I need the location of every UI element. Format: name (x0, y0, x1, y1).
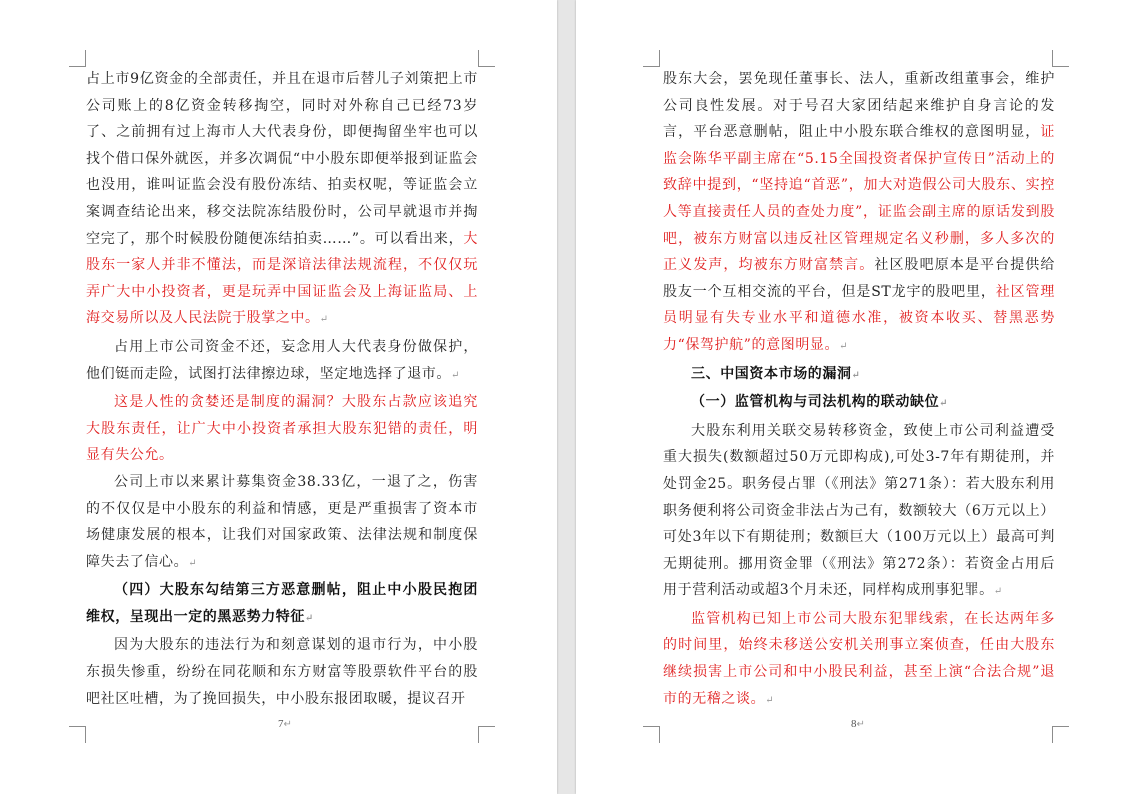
paragraph (86, 469, 478, 577)
paragraph (663, 418, 1055, 606)
crop-mark-bottom-right (1052, 726, 1069, 743)
highlighted-text: 社区管理员明显有失专业水平和道德水准，被资本收买、替黑恶势力“保驾护航”的意图明显。 (663, 283, 1055, 353)
paragraph-text: 社区股吧原本是平台提供给股友一个互相交流的平台，但是ST龙宇的股吧里， (663, 257, 1055, 300)
paragraph-mark-icon: ↵ (839, 340, 849, 352)
paragraph-mark-icon: ↵ (305, 612, 314, 624)
highlighted-text: 证监会陈华平副主席在“5.15全国投资者保护宣传日”活动上的致辞中提到，“坚持追“首恶”，加大对造假公司大股东、实控人等直接责任人员的查处力度”，证监会副主席的原话发到股吧，被东方财富以违反社区管理规定名义秒删，多人多次的正义发声，均被东方财富禁言。 (663, 124, 1055, 274)
paragraph-mark-icon: ↵ (851, 369, 861, 381)
paragraph-mark-icon: ↵ (188, 557, 198, 569)
crop-mark-bottom-right (478, 726, 495, 743)
crop-mark-top-right (478, 50, 495, 67)
highlighted-text: 监管机构已知上市公司大股东犯罪线索，在长达两年多的时间里，始终未移送公安机关刑事立案侦查，任由大股东继续损害上市公司和中小股民利益，甚至上演“合法合规”退市的无稽之谈。 (663, 610, 1055, 707)
document-page-7 (0, 0, 557, 794)
crop-mark-top-right (1052, 50, 1069, 67)
paragraph-mark-icon: ↵ (319, 314, 329, 326)
highlighted-text: 这是人性的贪婪还是制度的漏洞？大股东占款应该追究大股东责任，让广大中小投资者承担大股东犯错的责任，明显有失公允。 (86, 394, 478, 464)
paragraph-mark-icon: ↵ (993, 586, 1003, 598)
crop-mark-bottom-left (69, 726, 86, 743)
crop-mark-bottom-left (643, 726, 660, 743)
page-number: 8↵ (851, 718, 865, 730)
paragraph-text: 因为大股东的违法行为和刻意谋划的退市行为，中小股东损失惨重，纷纷在同花顺和东方财富等股票软件平台的股吧社区吐槽，为了挽回损失，中小股东报团取暖，提议召开 (86, 637, 478, 707)
paragraph-mark-icon: ↵ (939, 398, 949, 410)
page-number: 7↵ (278, 718, 292, 730)
paragraph (663, 606, 1055, 714)
paragraph (86, 334, 478, 389)
paragraph-text: 占上市9亿资金的全部责任，并且在退市后替儿子刘策把上市公司账上的8亿资金转移掏空，同时对外称自己已经73岁了、之前拥有过上海市人大代表身份，即便掏留坐牢也可以找个借口保外就医，并多次调侃“中小股东即便举报到证监会也没用，谁叫证监会没有股份冻结、拍卖权呢，等证监会立案调查结论出来，移交法院冻结股份时，公司早就退市并掏空完了，那个时候股份随便冻结拍卖……”。可以看出来， (86, 71, 478, 247)
section-heading (663, 361, 1055, 390)
page-8-body[interactable] (663, 66, 1055, 714)
paragraph-mark-icon: ↵ (765, 694, 775, 706)
heading-text: 三、中国资本市场的漏洞 (691, 365, 852, 382)
paragraph (663, 66, 1055, 361)
section-heading (663, 389, 1055, 418)
paragraph-mark-icon: ↵ (451, 369, 460, 381)
paragraph (86, 389, 478, 469)
paragraph-text: 大股东利用关联交易转移资金，致使上市公司利益遭受重大损失(数额超过50万元即构成),可处3-7年有期徒刑，并处罚金25。职务侵占罪（《刑法》第271条）：若大股东利用职务便利将公司资金非法占为己有，数额较大（6万元以上）可处3年以下有期徒刑；数额巨大（100万元以上）最高可判无期徒刑。挪用资金罪（《刑法》第272条）：若资金占用后用于营利活动或超3个月未还，同样构成刑事犯罪。 (663, 422, 1055, 599)
paragraph-text: 占用上市公司资金不还，妄念用人大代表身份做保护，他们铤而走险，试图打法律擦边球，坚定地选择了退市。 (86, 338, 478, 382)
paragraph-text: 公司上市以来累计募集资金38.33亿，一退了之，伤害的不仅仅是中小股东的利益和情感，更是严重损害了资本市场健康发展的根本，让我们对国家政策、法律法规和制度保障失去了信心。 (86, 473, 478, 570)
crop-mark-top-left (69, 50, 86, 67)
paragraph (86, 632, 478, 712)
heading-text: （四）大股东勾结第三方恶意删帖，阻止中小股民抱团维权，呈现出一定的黑恶势力特征 (86, 582, 478, 625)
page-7-body[interactable] (86, 66, 478, 712)
highlighted-text: 大股东一家人并非不懂法，而是深谙法律法规流程，不仅仅玩弄广大中小投资者，更是玩弄中国证监会及上海证监局、上海交易所以及人民法院于股掌之中。 (86, 230, 478, 327)
paragraph (86, 66, 478, 334)
crop-mark-top-left (643, 50, 660, 67)
paragraph-text: 股东大会，罢免现任董事长、法人，重新改组董事会，维护公司良性发展。对于号召大家团结起来维护自身言论的发言，平台恶意删帖，阻止中小股东联合维权的意图明显， (663, 71, 1055, 141)
document-page-8 (576, 0, 1138, 794)
heading-text: （一）监管机构与司法机构的联动缺位 (691, 394, 940, 411)
section-heading (86, 577, 478, 632)
